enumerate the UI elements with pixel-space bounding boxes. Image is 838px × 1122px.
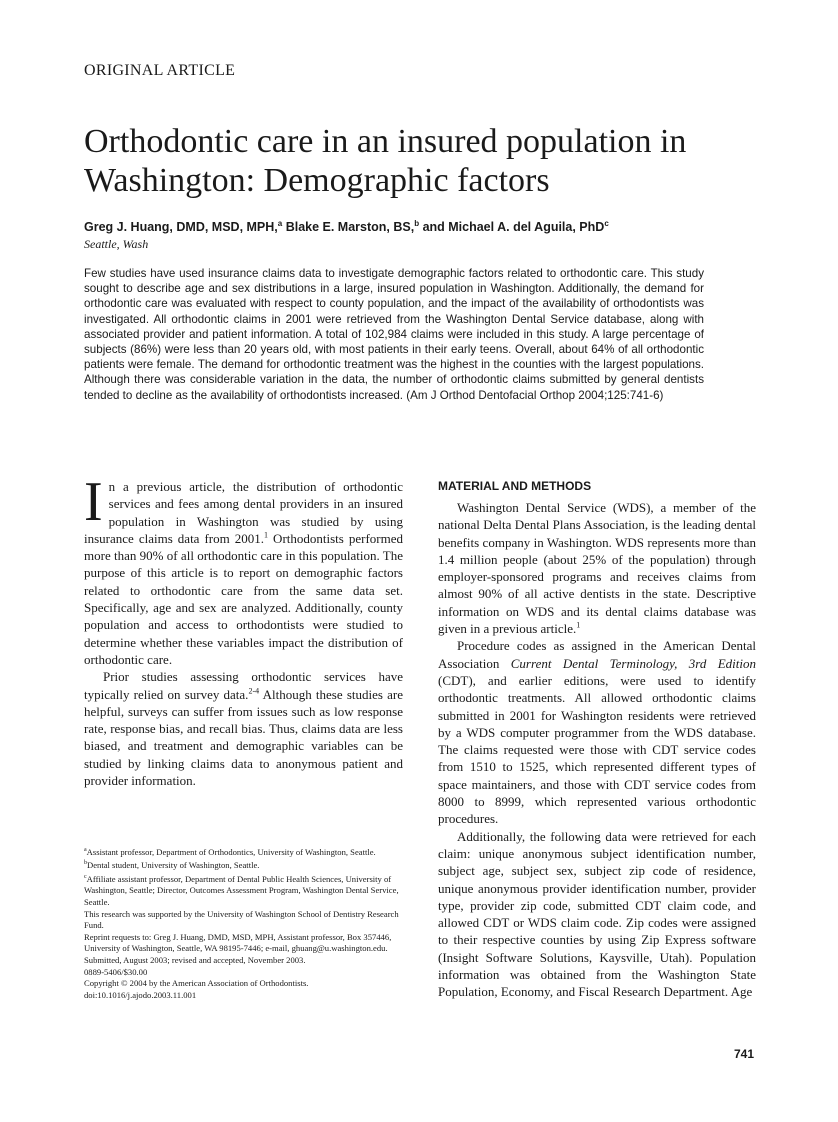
author-list [84, 219, 609, 234]
footnotes [84, 845, 403, 1001]
author-location: Seattle, Wash [84, 237, 149, 251]
intro-p2-text: Prior studies assessing orthodontic services have typically relied on survey data. [84, 669, 403, 702]
intro-p2-text-cont: Although these studies are helpful, surveys can suffer from issues such as low response rate, response bias, and recall bias. Thus, claims data are less biased, and treatment and demographic variables can be studied by linking claims data to anonymous patient and provider information. [84, 686, 403, 789]
intro-p1-text-cont: Orthodontists performed more than 90% of all orthodontic care in this population. The purpose of this article is to report on demographic factors related to orthodontic care from the same data set. Specifically, age and sex are analyzed. Additionally, county population and access to orthodontists were studied to determine whether these variables impact the distribution of orthodontic care. [84, 530, 404, 667]
citation-ref: 2-4 [248, 686, 260, 696]
methods-p2-text-cont: (CDT), and earlier editions, were used to identify orthodontic treatments. All allowed orthodontic claims submitted in 2001 for Washington residents were retrieved by a WDS computer programmer from the WDS database. The claims requested were those with CDT service codes from 1510 to 1525, which represented different types of space maintainers, and those with CDT service codes from 8000 to 8999, which represented various orthodontic procedures. [438, 672, 756, 827]
author-huang: Greg J. Huang, DMD, MSD, MPH, [84, 220, 278, 235]
footnote-a [84, 845, 403, 858]
citation-ref: 1 [264, 530, 269, 540]
article-title: Orthodontic care in an insured population in Washington: Demographic factors [84, 123, 687, 199]
footnote-b-text: Dental student, University of Washington, Seattle. [87, 860, 260, 871]
author-huang-affil: a [277, 219, 283, 228]
author-marston-affil: b [414, 219, 420, 228]
author-marston: Blake E. Marston, BS, [282, 220, 415, 235]
intro-column [84, 471, 404, 789]
methods-p1-text: Washington Dental Service (WDS), a member of the national Delta Dental Plans Association, is the leading dental benefits company in Washington. WDS represents more than 1.4 million people (about 25% of the population) through employer-sponsored programs and receives claims from almost 90% of all active dentists in the state. Descriptive information on WDS and its dental claims database was given in a previous article. [438, 500, 756, 637]
methods-paragraph-2 [438, 637, 756, 827]
reprint-note: Reprint requests to: Greg J. Huang, DMD, MSD, MPH, Assistant professor, Box 357446, University of Washington, Seattle, WA 98195-7446; e-mail, ghuang@u.washington.edu. [84, 931, 392, 954]
footnote-a-text: Assistant professor, Department of Orthodontics, University of Washington, Seattle. [86, 846, 376, 857]
page-number: 741 [733, 1047, 754, 1061]
methods-paragraph-3: Additionally, the following data were retrieved for each claim: unique anonymous subject identification number, subject age, subject sex, subject zip code of residence, unique anonymous provider identification number, provider type, provider zip code, submitted CDT claim code, and allowed CDT or WDS claim code. Zip codes were assigned to their respective counties by using Zip Express software (Insight Software Solutions, Kaysville, Utah). Population information was obtained from the Washington State Population, Economy, and Fiscal Research Department. Age [438, 828, 756, 1000]
submission-dates: Submitted, August 2003; revised and accepted, November 2003. [84, 954, 306, 965]
methods-p2-text: Procedure codes as assigned in the American Dental Association [438, 638, 756, 671]
author-del-aguila: and Michael A. del Aguila, PhD [419, 220, 605, 235]
drop-cap: I [84, 471, 103, 533]
methods-column [438, 478, 756, 1001]
section-label: ORIGINAL ARTICLE [84, 62, 236, 79]
citation-ref: 1 [576, 620, 581, 630]
intro-paragraph-2 [84, 668, 403, 789]
author-del-aguila-affil: c [604, 219, 609, 228]
doi: doi:10.1016/j.ajodo.2003.11.001 [84, 989, 197, 1000]
methods-paragraph-1 [438, 499, 756, 637]
footnote-c [84, 872, 403, 909]
issn: 0889-5406/$30.00 [84, 966, 148, 977]
footnote-b-mark: b [84, 860, 87, 867]
footnote-b [84, 858, 403, 871]
footnote-c-mark: c [84, 873, 87, 880]
footnote-c-text: Affiliate assistant professor, Department of Dental Public Health Sciences, University of Washington, Seattle; Director, Outcomes Assessment Program, Washington Dental Service, Seattle. [84, 873, 399, 907]
copyright: Copyright © 2004 by the American Association of Orthodontists. [84, 978, 309, 989]
intro-paragraph-1 [84, 471, 404, 668]
methods-heading: MATERIAL AND METHODS [438, 479, 592, 493]
intro-p1-text: n a previous article, the distribution of orthodontic services and fees among dental providers in an insured population in Washington was studied by using insurance claims data from 2001. [84, 479, 403, 546]
abstract: Few studies have used insurance claims data to investigate demographic factors related to orthodontic care. This study sought to describe age and sex distributions in a large, insured population in Washington. Additionally, the demand for orthodontic care was evaluated with respect to county population, and the impact of the availability of orthodontists was investigated. All orthodontic claims in 2001 were retrieved from the Washington Dental Service database, along with associated provider and patient information. A total of 102,984 claims were included in this study. A large percentage of subjects (86%) were less than 20 years old, with most patients in their early teens. Overall, about 64% of all orthodontic patients were female. The demand for orthodontic treatment was the highest in the counties with the largest populations. Although there was considerable variation in the data, the number of orthodontic claims submitted by general dentists tended to decline as the availability of orthodontists increased. (Am J Orthod Dentofacial Orthop 2004;125:741-6) [84, 267, 704, 402]
methods-p2-italic: Current Dental Terminology, 3rd Edition [510, 655, 756, 671]
funding-note: This research was supported by the University of Washington School of Dentistry Research Fund. [84, 908, 399, 931]
footnote-a-mark: a [84, 847, 87, 853]
